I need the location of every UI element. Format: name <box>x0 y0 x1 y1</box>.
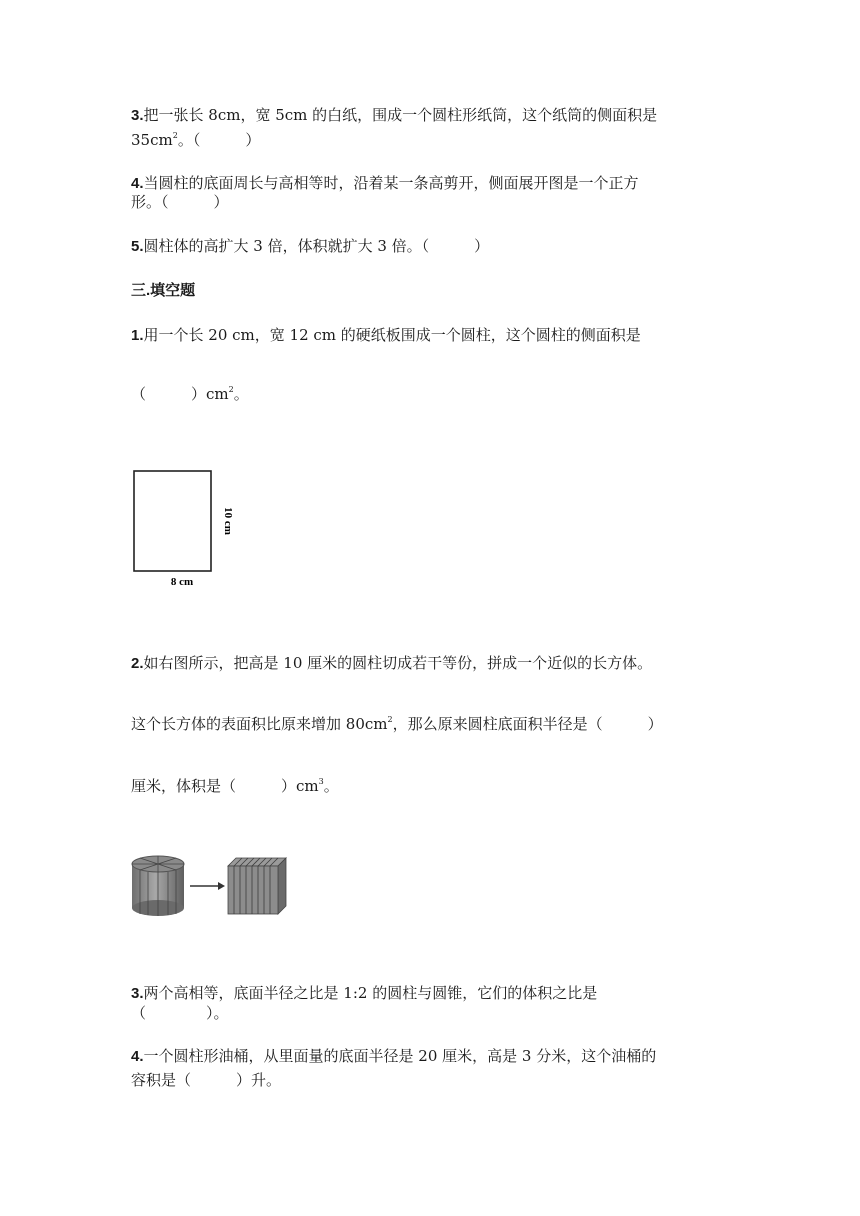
question-text: 35cm <box>131 131 173 149</box>
cuboid-icon <box>228 858 286 914</box>
question-text: 用一个长 20 cm，宽 12 cm 的硬纸板围成一个圆柱，这个圆柱的侧面积是 <box>143 326 641 344</box>
judge-q4-line1 <box>131 173 639 194</box>
rectangle-figure <box>128 465 248 595</box>
fill-q3-line2 <box>131 1003 229 1023</box>
height-label: 10 cm <box>222 507 234 535</box>
fill-q2-line1 <box>131 653 652 674</box>
superscript: 2 <box>172 131 178 140</box>
fill-q1-line1 <box>131 325 641 346</box>
answer-blank: （ ）。 <box>131 1004 229 1022</box>
question-text: 当圆柱的底面周长与高相等时，沿着某一条高剪开，侧面展开图是一个正方 <box>143 174 639 192</box>
superscript: 2 <box>387 715 393 724</box>
question-text: 圆柱体的高扩大 3 倍，体积就扩大 3 倍。（ ） <box>143 237 490 255</box>
answer-blank: 。（ ） <box>177 131 261 149</box>
question-number: 3. <box>131 107 144 124</box>
judge-q5-line1 <box>131 236 489 257</box>
arrow-icon <box>190 882 225 890</box>
punctuation: 。 <box>233 385 249 403</box>
question-number: 2. <box>131 655 144 672</box>
question-number: 1. <box>131 327 144 344</box>
question-text: 这个长方体的表面积比原来增加 80cm <box>131 715 388 733</box>
superscript: 2 <box>228 385 234 394</box>
answer-blank: 容积是（ ）升。 <box>131 1071 282 1089</box>
question-text: 把一张长 8cm，宽 5cm 的白纸，围成一个圆柱形纸筒，这个纸筒的侧面积是 <box>143 106 658 124</box>
cylinder-icon <box>132 856 184 916</box>
question-text: 一个圆柱形油桶，从里面量的底面半径是 20 厘米，高是 3 分米，这个油桶的 <box>143 1047 657 1065</box>
fill-q2-line2 <box>131 714 663 734</box>
fill-q3-line1 <box>131 983 597 1004</box>
question-text: 两个高相等，底面半径之比是 1:2 的圆柱与圆锥，它们的体积之比是 <box>143 984 598 1002</box>
judge-q3-line1 <box>131 105 657 126</box>
fill-q1-line2 <box>131 384 249 404</box>
judge-q4-line2 <box>131 192 229 212</box>
fill-q4-line2 <box>131 1070 281 1090</box>
section-heading: 三.填空题 <box>131 282 196 299</box>
question-number: 4. <box>131 1048 144 1065</box>
answer-blank: ，那么原来圆柱底面积半径是（ ） <box>392 715 663 733</box>
fill-q2-line3 <box>131 776 339 796</box>
question-number: 3. <box>131 985 144 1002</box>
fill-q4-line1 <box>131 1046 656 1067</box>
answer-blank: 形。（ ） <box>131 193 229 211</box>
question-number: 5. <box>131 238 144 255</box>
answer-blank: （ ）cm <box>131 385 229 403</box>
superscript: 3 <box>318 777 324 786</box>
answer-blank: 厘米，体积是（ ）cm <box>131 777 319 795</box>
question-text: 如右图所示，把高是 10 厘米的圆柱切成若干等份，拼成一个近似的长方体。 <box>143 654 653 672</box>
punctuation: 。 <box>323 777 339 795</box>
width-label: 8 cm <box>170 576 194 588</box>
question-number: 4. <box>131 175 144 192</box>
rectangle-shape <box>134 471 211 571</box>
judge-q3-line2 <box>131 130 260 150</box>
cylinder-to-cuboid-figure <box>128 852 298 922</box>
